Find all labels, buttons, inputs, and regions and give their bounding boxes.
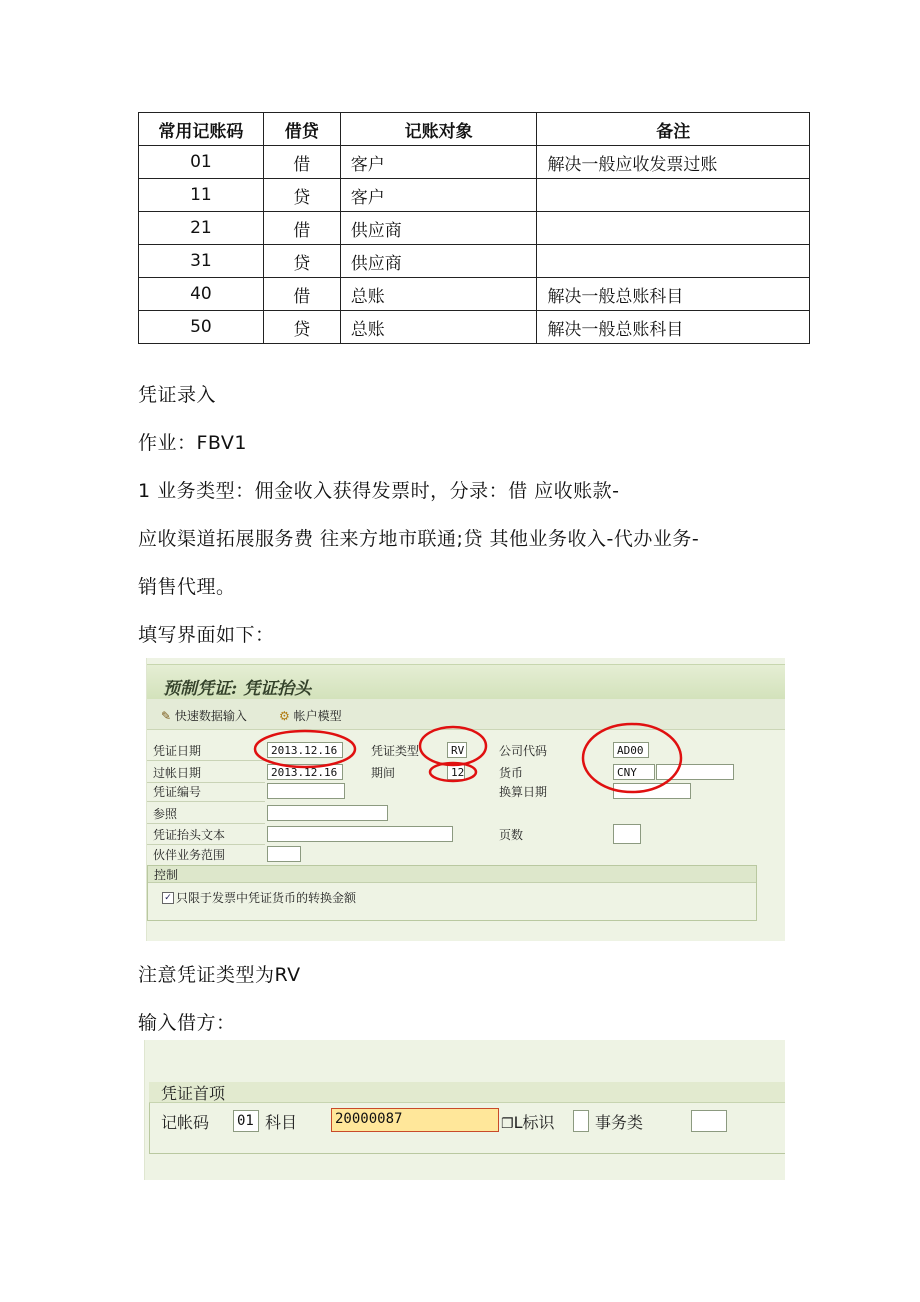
- exchange-date-label: 换算日期: [499, 785, 548, 799]
- table-row: [139, 146, 810, 179]
- cell-code: 11: [139, 179, 264, 212]
- quick-entry-label: 快速数据输入: [174, 709, 247, 723]
- cell-note: 解决一般总账科目: [537, 278, 810, 311]
- period-field[interactable]: 12: [447, 764, 465, 780]
- table-row: [139, 278, 810, 311]
- control-heading: 控制: [154, 868, 179, 882]
- cell-note: [537, 179, 810, 212]
- cell-dc: 贷: [263, 245, 340, 278]
- posting-key-table: [138, 112, 810, 344]
- screen-title: 预制凭证: 凭证抬头: [163, 679, 312, 699]
- annotation-overlay: [147, 658, 785, 941]
- trans-type-label: 事务类: [595, 1113, 644, 1132]
- table-row: [139, 245, 810, 278]
- sgl-field[interactable]: [573, 1110, 589, 1132]
- column-header: 借贷: [263, 113, 340, 146]
- account-field[interactable]: 20000087: [331, 1108, 499, 1132]
- reference-label: 参照: [153, 807, 178, 821]
- cell-code: 40: [139, 278, 264, 311]
- cell-dc: 借: [263, 278, 340, 311]
- cell-object: 总账: [340, 278, 537, 311]
- sap-line-item-screenshot: [144, 1040, 785, 1180]
- cell-note: 解决一般总账科目: [537, 311, 810, 344]
- table-row: [139, 311, 810, 344]
- partner-area-label: 伙伴业务范围: [153, 848, 226, 862]
- account-label: 科目: [265, 1113, 298, 1132]
- cell-code: 21: [139, 212, 264, 245]
- cell-object: 总账: [340, 311, 537, 344]
- model-icon: ⚙: [279, 709, 290, 723]
- convert-amount-label: 只限于发票中凭证货币的转换金额: [176, 891, 357, 905]
- period-label: 期间: [371, 766, 396, 780]
- currency-field[interactable]: CNY: [613, 764, 655, 780]
- window-icon: ❐: [501, 1116, 514, 1132]
- edit-icon: ✎: [161, 709, 172, 723]
- paragraph-transaction: 作业：FBV1: [138, 432, 247, 454]
- cell-object: 客户: [340, 146, 537, 179]
- section-heading: 凭证录入: [138, 384, 217, 406]
- cell-dc: 借: [263, 212, 340, 245]
- sap-header-screenshot: [146, 658, 785, 941]
- paragraph-debit-entry: 输入借方：: [138, 1012, 236, 1034]
- paragraph-entry-end: 销售代理。: [138, 576, 236, 598]
- doc-type-highlight-circle: [420, 727, 486, 765]
- account-model-label: 帐户模型: [293, 709, 342, 723]
- paragraph-doc-type-note: 注意凭证类型为RV: [138, 964, 301, 986]
- doc-date-label: 凭证日期: [153, 744, 202, 758]
- sgl-label: L标识: [513, 1113, 555, 1132]
- column-header: 记账对象: [340, 113, 537, 146]
- doc-type-field[interactable]: RV: [447, 742, 467, 758]
- column-header: 备注: [537, 113, 810, 146]
- cell-object: 客户: [340, 179, 537, 212]
- cell-dc: 贷: [263, 311, 340, 344]
- table-row: [139, 179, 810, 212]
- cell-code: 50: [139, 311, 264, 344]
- post-date-field[interactable]: 2013.12.16: [267, 764, 343, 780]
- convert-amount-checkbox[interactable]: ✓: [162, 892, 174, 904]
- paragraph-business-type: 1 业务类型：佣金收入获得发票时，分录：借 应收账款-: [138, 480, 620, 502]
- table-header-row: [139, 113, 810, 146]
- first-item-frame-header: [149, 1082, 785, 1103]
- doc-date-field[interactable]: 2013.12.16: [267, 742, 343, 758]
- pages-label: 页数: [499, 828, 524, 842]
- column-header: 常用记账码: [139, 113, 264, 146]
- cell-code: 01: [139, 146, 264, 179]
- posting-key-label: 记帐码: [161, 1113, 210, 1132]
- table-row: [139, 212, 810, 245]
- cell-object: 供应商: [340, 212, 537, 245]
- company-currency-highlight-circle: [583, 724, 681, 792]
- company-code-field[interactable]: AD00: [613, 742, 649, 758]
- cell-object: 供应商: [340, 245, 537, 278]
- cell-dc: 贷: [263, 179, 340, 212]
- currency-label: 货币: [499, 766, 524, 780]
- doc-no-label: 凭证编号: [153, 785, 202, 799]
- doc-type-label: 凭证类型: [371, 744, 420, 758]
- first-item-title: 凭证首项: [161, 1084, 226, 1103]
- trans-type-field[interactable]: [691, 1110, 727, 1132]
- sgl-indicator[interactable]: [501, 1110, 554, 1133]
- cell-note: [537, 245, 810, 278]
- paragraph-fill-screen: 填写界面如下：: [138, 624, 275, 646]
- post-date-label: 过帐日期: [153, 766, 202, 780]
- date-highlight-circle: [255, 731, 355, 767]
- paragraph-entry-line: 应收渠道拓展服务费 往来方地市联通;贷 其他业务收入-代办业务-: [138, 528, 700, 550]
- header-text-label: 凭证抬头文本: [153, 828, 226, 842]
- cell-dc: 借: [263, 146, 340, 179]
- cell-code: 31: [139, 245, 264, 278]
- cell-note: [537, 212, 810, 245]
- posting-key-field[interactable]: 01: [233, 1110, 259, 1132]
- cell-note: 解决一般应收发票过账: [537, 146, 810, 179]
- company-code-label: 公司代码: [499, 744, 548, 758]
